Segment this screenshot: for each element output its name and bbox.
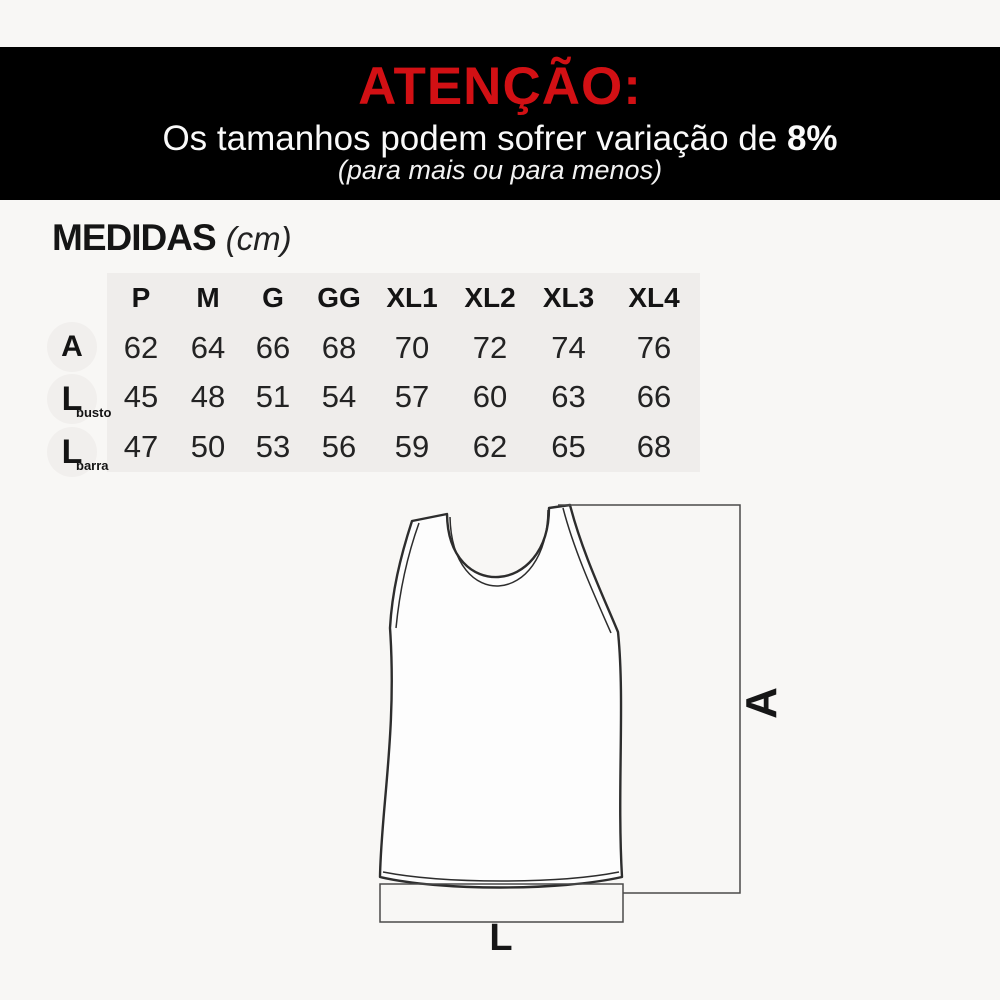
row-label-subscript: busto [76, 405, 112, 420]
table-cell: 50 [190, 429, 226, 465]
col-header-xl2: XL2 [464, 281, 516, 313]
row-label-largura-busto [47, 374, 112, 424]
table-cell: 48 [190, 379, 226, 415]
table-cell: 72 [472, 329, 508, 365]
table-cell: 59 [394, 429, 430, 465]
row-label-largura-barra [47, 427, 109, 477]
col-header-xl4: XL4 [628, 281, 680, 313]
section-title: MEDIDAS [52, 217, 216, 258]
table-cell: 54 [321, 379, 357, 415]
table-cell: 66 [255, 329, 291, 365]
table-cell: 64 [190, 329, 226, 365]
banner-title: ATENÇÃO: [358, 57, 642, 116]
table-cell: 45 [123, 379, 159, 415]
col-header-gg: GG [317, 281, 361, 313]
garment-outline [380, 505, 622, 888]
row-label-text: L [61, 380, 83, 418]
row-label-altura [47, 322, 97, 372]
width-dimension-label: L [489, 917, 513, 959]
col-header-xl1: XL1 [386, 281, 438, 313]
table-cell: 51 [255, 379, 291, 415]
row-label-text: A [61, 330, 83, 363]
row-label-text: L [61, 433, 83, 471]
section-heading [52, 216, 292, 268]
table-cell: 56 [321, 429, 357, 465]
col-header-p: P [131, 281, 151, 313]
table-cell: 65 [551, 429, 586, 465]
height-dimension-label: A [737, 687, 786, 719]
table-cell: 76 [636, 329, 672, 365]
tank-top-diagram [330, 480, 800, 980]
table-cell: 70 [394, 329, 430, 365]
section-unit: (cm) [225, 220, 292, 257]
banner-subtitle-text: Os tamanhos podem sofrer variação de [162, 119, 787, 158]
table-cell: 57 [394, 379, 430, 415]
warning-banner [0, 47, 1000, 200]
table-cell: 60 [472, 379, 508, 415]
table-cell: 47 [123, 429, 159, 465]
table-cell: 62 [123, 329, 159, 365]
col-header-xl3: XL3 [542, 281, 595, 313]
table-cell: 68 [321, 329, 357, 365]
banner-note: (para mais ou para menos) [337, 155, 663, 185]
banner-subtitle-emphasis: 8% [786, 119, 838, 158]
banner-subtitle [0, 119, 1000, 159]
table-cell: 68 [636, 429, 672, 465]
table-cell: 63 [551, 379, 586, 415]
size-table [107, 273, 700, 472]
col-header-g: G [262, 281, 284, 313]
row-label-subscript: barra [76, 458, 109, 473]
col-header-m: M [196, 281, 220, 313]
table-cell: 62 [472, 429, 508, 465]
table-cell: 53 [255, 429, 291, 465]
table-cell: 74 [551, 329, 586, 365]
table-cell: 66 [636, 379, 672, 415]
